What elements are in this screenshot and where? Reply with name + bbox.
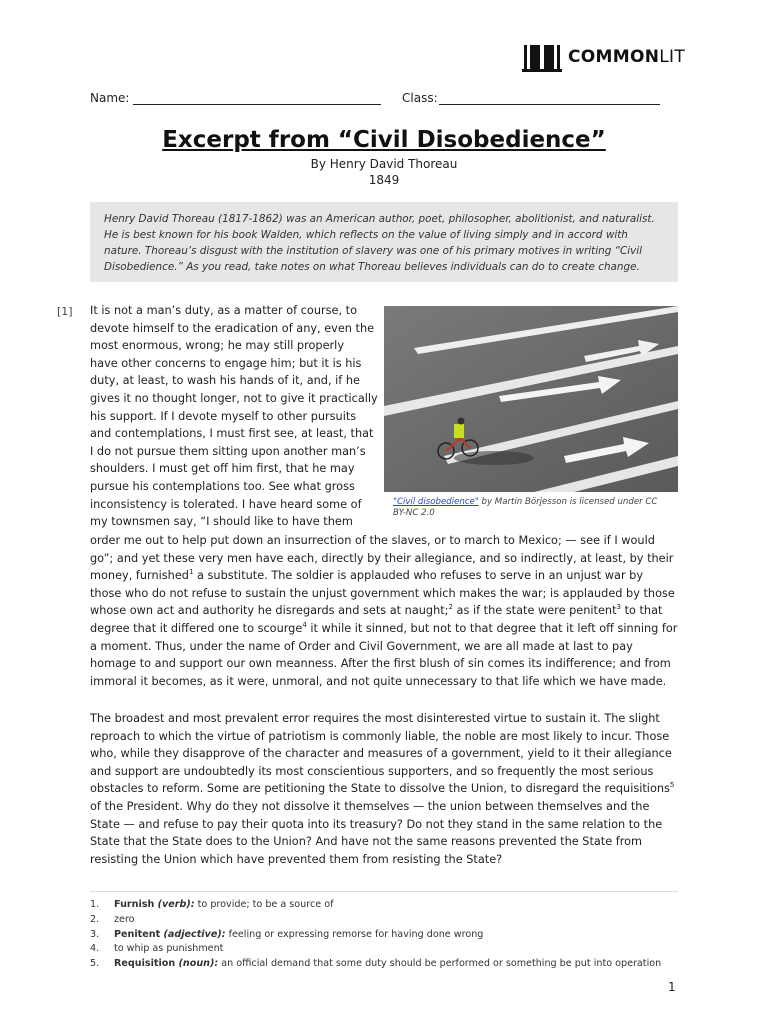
text-line: and contemplations, I must first see, at least, that bbox=[90, 427, 374, 441]
cyclist-photo bbox=[384, 306, 678, 492]
footnotes-list bbox=[90, 898, 690, 972]
footnote-ref[interactable]: 4 bbox=[302, 621, 307, 630]
paragraph-1-left bbox=[90, 302, 385, 531]
class-label: Class: bbox=[402, 91, 438, 105]
image-source-link[interactable]: "Civil disobedience" bbox=[393, 497, 479, 507]
text-line: of the President. Why do they not dissolve it themselves — the union between themselves and the bbox=[90, 799, 650, 813]
text-line: money, furnished$^1$ a substitute. The soldier is applauded who refuses to serve in an unjust war by bbox=[90, 568, 644, 583]
footnote-item: 4. to whip as punishment bbox=[90, 943, 224, 955]
footnote-ref[interactable]: 2 bbox=[448, 603, 453, 612]
footnote-item: 5. Requisition (noun): an official demand that some duty should be performed or something be put into operation bbox=[90, 958, 662, 970]
text-line: inconsistency is tolerated. I have heard some of bbox=[90, 497, 362, 511]
page-title: Excerpt from “Civil Disobedience” bbox=[162, 127, 606, 153]
brand-name: COMMONLIT bbox=[568, 47, 686, 67]
text-line: and support are undoubtedly its most conscientious supporters, and so frequently the most serious bbox=[90, 764, 654, 778]
footnote-item: 2. zero bbox=[90, 913, 135, 925]
page-number: 1 bbox=[668, 980, 676, 994]
open-book-icon bbox=[522, 42, 562, 72]
footnote-ref[interactable]: 5 bbox=[669, 781, 675, 790]
text-line: gives it no thought longer, not to give it practically bbox=[90, 391, 378, 405]
footnote-divider bbox=[90, 891, 678, 892]
class-field[interactable] bbox=[439, 104, 660, 105]
paragraph-number: [1] bbox=[57, 305, 73, 318]
text-line: I do not pursue them sitting upon another man’s bbox=[90, 444, 366, 458]
footnote-ref[interactable]: 1 bbox=[188, 568, 194, 577]
text-line: duty, at least, to wash his hands of it, and, if he bbox=[90, 374, 360, 388]
text-line: degree that it differed one to scourge$^4$ it while it sinned, but not to that degree that it left off sinning for bbox=[90, 621, 678, 635]
text-line: order me out to help put down an insurrection of the slaves, or to march to Mexico; — see if I would bbox=[90, 534, 655, 547]
text-line: It is not a man’s duty, as a matter of course, to bbox=[90, 304, 358, 317]
publication-year: 1849 bbox=[368, 173, 400, 187]
text-line: who, while they disapprove of the character and measures of a government, yield to it their allegiance bbox=[90, 747, 672, 761]
text-line: shoulders. I must get off him first, that he may bbox=[90, 462, 355, 476]
text-line: immoral it becomes, as it were, unmoral, and not quite unnecessary to that life which we have made. bbox=[90, 674, 667, 688]
text-line: a moment. Thus, under the name of Order and Civil Government, we are all made at last to pay bbox=[90, 639, 633, 653]
text-line: whose own act and authority he disregards and sets at naught;$^2$ as if the state were penitent$^3$ to that bbox=[90, 603, 663, 618]
text-line: those who do not refuse to sustain the unjust government which makes the war; is applauded by those bbox=[90, 586, 675, 600]
name-label: Name: bbox=[90, 91, 130, 105]
text-line: my townsmen say, “I should like to have them bbox=[90, 515, 353, 529]
byline: By Henry David Thoreau bbox=[310, 157, 458, 171]
paragraph-1-continued bbox=[90, 532, 690, 690]
text-line: devote himself to the eradication of any, even the bbox=[90, 321, 375, 335]
name-field[interactable] bbox=[133, 104, 381, 105]
text-line: resisting the Union which have prevented them from resisting the State? bbox=[90, 852, 503, 866]
text-line: reproach to which the virtue of patriotism is commonly liable, the noble are most likely to incur. Those bbox=[90, 729, 670, 743]
intro-box: Henry David Thoreau (1817-1862) was an American author, poet, philosopher, abolitionist, and naturalist. He is best known for his book Walden, which reflects on the value of living simply and in accord with nature. Thoreau’s disgust with the institution of slavery was one of his primary motives in writing “Civil Disobedience.” As you read, take notes on what Thoreau believes individuals can do to create change. bbox=[90, 202, 678, 282]
text-line: State that the State does to the Union? And have not the same reasons prevented the State from bbox=[90, 835, 643, 849]
footnote-ref[interactable]: 3 bbox=[616, 603, 621, 612]
text-line: pursue his contemplations too. See what gross bbox=[90, 479, 355, 493]
image-caption: "Civil disobedience" by Martin Börjesson is licensed under CC BY-NC 2.0 bbox=[393, 497, 658, 518]
commonlit-logo bbox=[522, 42, 685, 72]
text-line: State — and refuse to pay their quota into its treasury? Do not they stand in the same relation to the bbox=[90, 817, 663, 831]
footnote-item: 1. Furnish (verb): to provide; to be a source of bbox=[90, 899, 334, 910]
paragraph-2 bbox=[90, 710, 690, 868]
text-line: most enormous, wrong; he may still properly bbox=[90, 339, 345, 353]
text-line: obstacles to reform. Some are petitioning the State to dissolve the Union, to disregard the requisitions$^5$ bbox=[90, 781, 675, 796]
text-line: his support. If I devote myself to other pursuits bbox=[90, 409, 357, 423]
cyclist-road-image bbox=[384, 306, 678, 492]
text-line: The broadest and most prevalent error requires the most disinterested virtue to sustain it. The slight bbox=[90, 712, 660, 725]
text-line: have other concerns to engage him; but it is his bbox=[90, 356, 362, 370]
text-line: homage to and support our own meanness. After the first blush of sin comes its indifference; and from bbox=[90, 657, 671, 671]
footnote-item: 3. Penitent (adjective): feeling or expressing remorse for having done wrong bbox=[90, 928, 484, 940]
text-line: go”; and yet these very men have each, directly by their allegiance, and so indirectly, at least, by their bbox=[90, 551, 674, 565]
